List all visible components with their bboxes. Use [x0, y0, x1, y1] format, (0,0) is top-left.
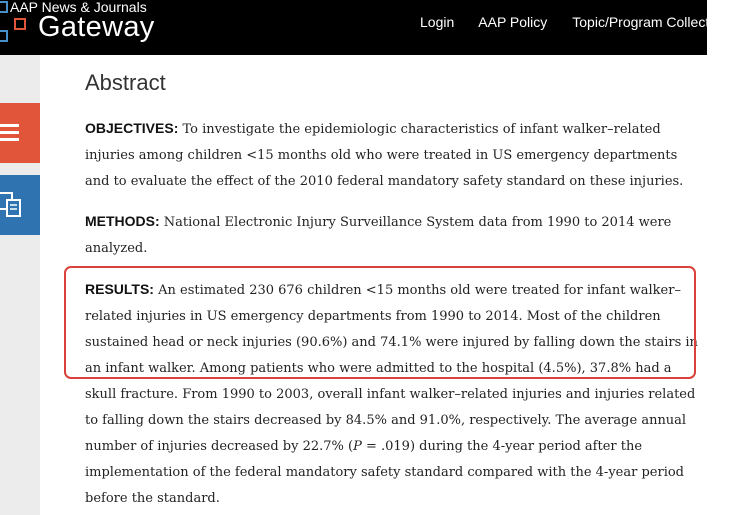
- pages-button[interactable]: [0, 175, 40, 235]
- methods-label: METHODS:: [85, 213, 160, 229]
- brand-title: Gateway: [38, 11, 155, 43]
- objectives-label: OBJECTIVES:: [85, 120, 179, 136]
- brand-logo[interactable]: [0, 0, 170, 55]
- methods-paragraph: METHODS: National Electronic Injury Surveillance System data from 1990 to 2014 were analyzed.: [85, 213, 672, 256]
- nav-aap-policy[interactable]: AAP Policy: [478, 14, 548, 30]
- hamburger-menu-icon: [0, 124, 19, 142]
- brand-subtitle: AAP News & Journals: [10, 0, 147, 15]
- nav-topic-program-collections[interactable]: Topic/Program Collections: [572, 14, 735, 30]
- results-paragraph: RESULTS: An estimated 230 676 children <15 months old were treated for infant walker– related injuries in US emergency departments from 1990 to 2014. Most of the children sustained head or neck injuries (90.6%) and 74.1% were injured by falling down the stairs in an infant walker. Among patients who were admitted to the hospital (4.5%), 37.8% had a skull fracture. From 1990 to 2003, overall infant walker–related injuries and injuries related to falling down the stairs decreased by 84.5% and 91.0%, respectively. The average annual number of injuries decreased by 22.7% (P = .019) during the 4-year period after the implementation of the federal mandatory safety standard compared with the 4-year period before the standard.: [85, 281, 698, 506]
- objectives-paragraph: OBJECTIVES: To investigate the epidemiologic characteristics of infant walker–related injuries among children <15 months old who were treated in US emergency departments and to evaluate the effect of the 2010 federal mandatory safety standard on these injuries.: [85, 120, 684, 189]
- pages-icon: [0, 191, 24, 219]
- top-header: [0, 0, 735, 55]
- top-nav: [420, 14, 735, 34]
- nav-login[interactable]: Login: [420, 14, 455, 30]
- results-label: RESULTS:: [85, 281, 154, 297]
- menu-button[interactable]: [0, 103, 40, 163]
- abstract-title: Abstract: [85, 70, 166, 95]
